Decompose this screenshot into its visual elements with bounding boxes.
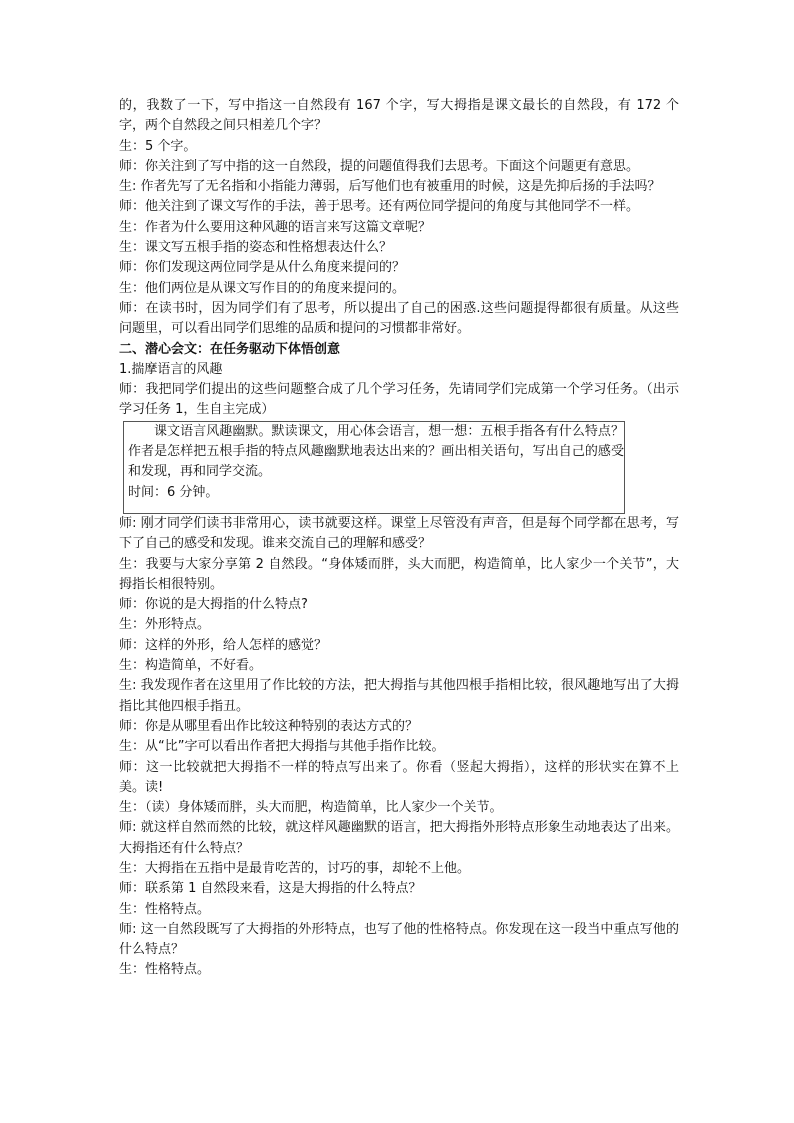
paragraph: 师：你关注到了写中指的这一自然段，提的问题值得我们去思考。下面这个问题更有意思。 [119, 158, 640, 174]
paragraph: 生：作者为什么要用这种风趣的语言来写这篇文章呢？ [119, 219, 432, 235]
paragraph: 师: 刚才同学们读书非常用心，读书就要这样。课堂上尽管没有声音，但是每个同学都在思考，写下了自己的感受和发现。谁来交流自己的理解和感受？ [119, 515, 679, 552]
dialogue-before-task [119, 96, 679, 421]
learning-task-box [123, 421, 625, 514]
paragraph: 生：我要与大家分享第 2 自然段。“身体矮而胖，头大而肥，构造简单，比人家少一个关节”，大拇指长相很特别。 [119, 556, 679, 592]
paragraph: 师：你们发现这两位同学是从什么角度来提问的？ [119, 260, 406, 276]
paragraph: 生：他们两位是从课文写作目的的角度来提问的。 [119, 280, 406, 296]
paragraph: 生：（读）身体矮而胖，头大而肥，构造简单，比人家少一个关节。 [119, 800, 503, 816]
document-page [119, 96, 679, 981]
paragraph: 师: 就这样自然而然的比较，就这样风趣幽默的语言，把大拇指外形特点形象生动地表达了出来。大拇指还有什么特点？ [119, 820, 679, 856]
paragraph: 师: 这一自然段既写了大拇指的外形特点，也写了他的性格特点。你发现在这一段当中重点写他的什么特点？ [119, 921, 679, 958]
dialogue-after-task [119, 514, 679, 981]
subsection-heading: 1.揣摩语言的风趣 [119, 361, 223, 377]
paragraph: 生：大拇指在五指中是最肯吃苦的，讨巧的事，却轮不上他。 [119, 860, 471, 876]
paragraph: 师：你是从哪里看出作比较这种特别的表达方式的？ [119, 718, 419, 734]
paragraph: 师：他关注到了课文写作的手法，善于思考。还有两位同学提问的角度与其他同学不一样。 [119, 199, 640, 215]
section-heading: 二、潜心会文：在任务驱动下体悟创意 [119, 341, 341, 357]
paragraph: 生：构造简单，不好看。 [119, 658, 263, 674]
paragraph: 生：课文写五根手指的姿态和性格想表达什么？ [119, 240, 393, 256]
paragraph: 生: 作者先写了无名指和小指能力薄弱，后写他们也有被重用的时候，这是先抑后扬的手法吗？ [119, 179, 661, 195]
paragraph: 生：5 个字。 [119, 138, 197, 154]
paragraph: 生：性格特点。 [119, 962, 211, 978]
paragraph: 师：这样的外形，给人怎样的感觉？ [119, 637, 328, 653]
paragraph: 师：联系第 1 自然段来看，这是大拇指的什么特点？ [119, 881, 422, 897]
paragraph: 师：这一比较就把大拇指不一样的特点写出来了。你看（竖起大拇指），这样的形状实在算不上美。读! [119, 759, 679, 795]
paragraph: 生：性格特点。 [119, 901, 211, 917]
task-time: 时间：6 分钟。 [128, 484, 219, 500]
paragraph: 师：我把同学们提出的这些问题整合成了几个学习任务，先请同学们完成第一个学习任务。（出示学习任务 1，生自主完成） [119, 382, 679, 418]
paragraph: 的，我数了一下，写中指这一自然段有 167 个字，写大拇指是课文最长的自然段，有 172 个字，两个自然段之间只相差几个字？ [119, 98, 679, 134]
paragraph: 生：从“比”字可以看出作者把大拇指与其他手指作比较。 [119, 739, 445, 755]
task-description: 课文语言风趣幽默。默读课文，用心体会语言，想一想：五根手指各有什么特点？作者是怎样把五根手指的特点风趣幽默地表达出来的？画出相关语句，写出自己的感受和发现，再和同学交流。 [128, 423, 624, 480]
paragraph: 生: 我发现作者在这里用了作比较的方法，把大拇指与其他四根手指相比较，很风趣地写出了大拇指比其他四根手指丑。 [119, 678, 679, 714]
paragraph: 师：在读书时，因为同学们有了思考，所以提出了自己的困惑.这些问题提得都很有质量。从这些问题里，可以看出同学们思维的品质和提问的习惯都非常好。 [119, 300, 679, 337]
paragraph: 师：你说的是大拇指的什么特点? [119, 597, 308, 613]
paragraph: 生：外形特点。 [119, 617, 211, 633]
